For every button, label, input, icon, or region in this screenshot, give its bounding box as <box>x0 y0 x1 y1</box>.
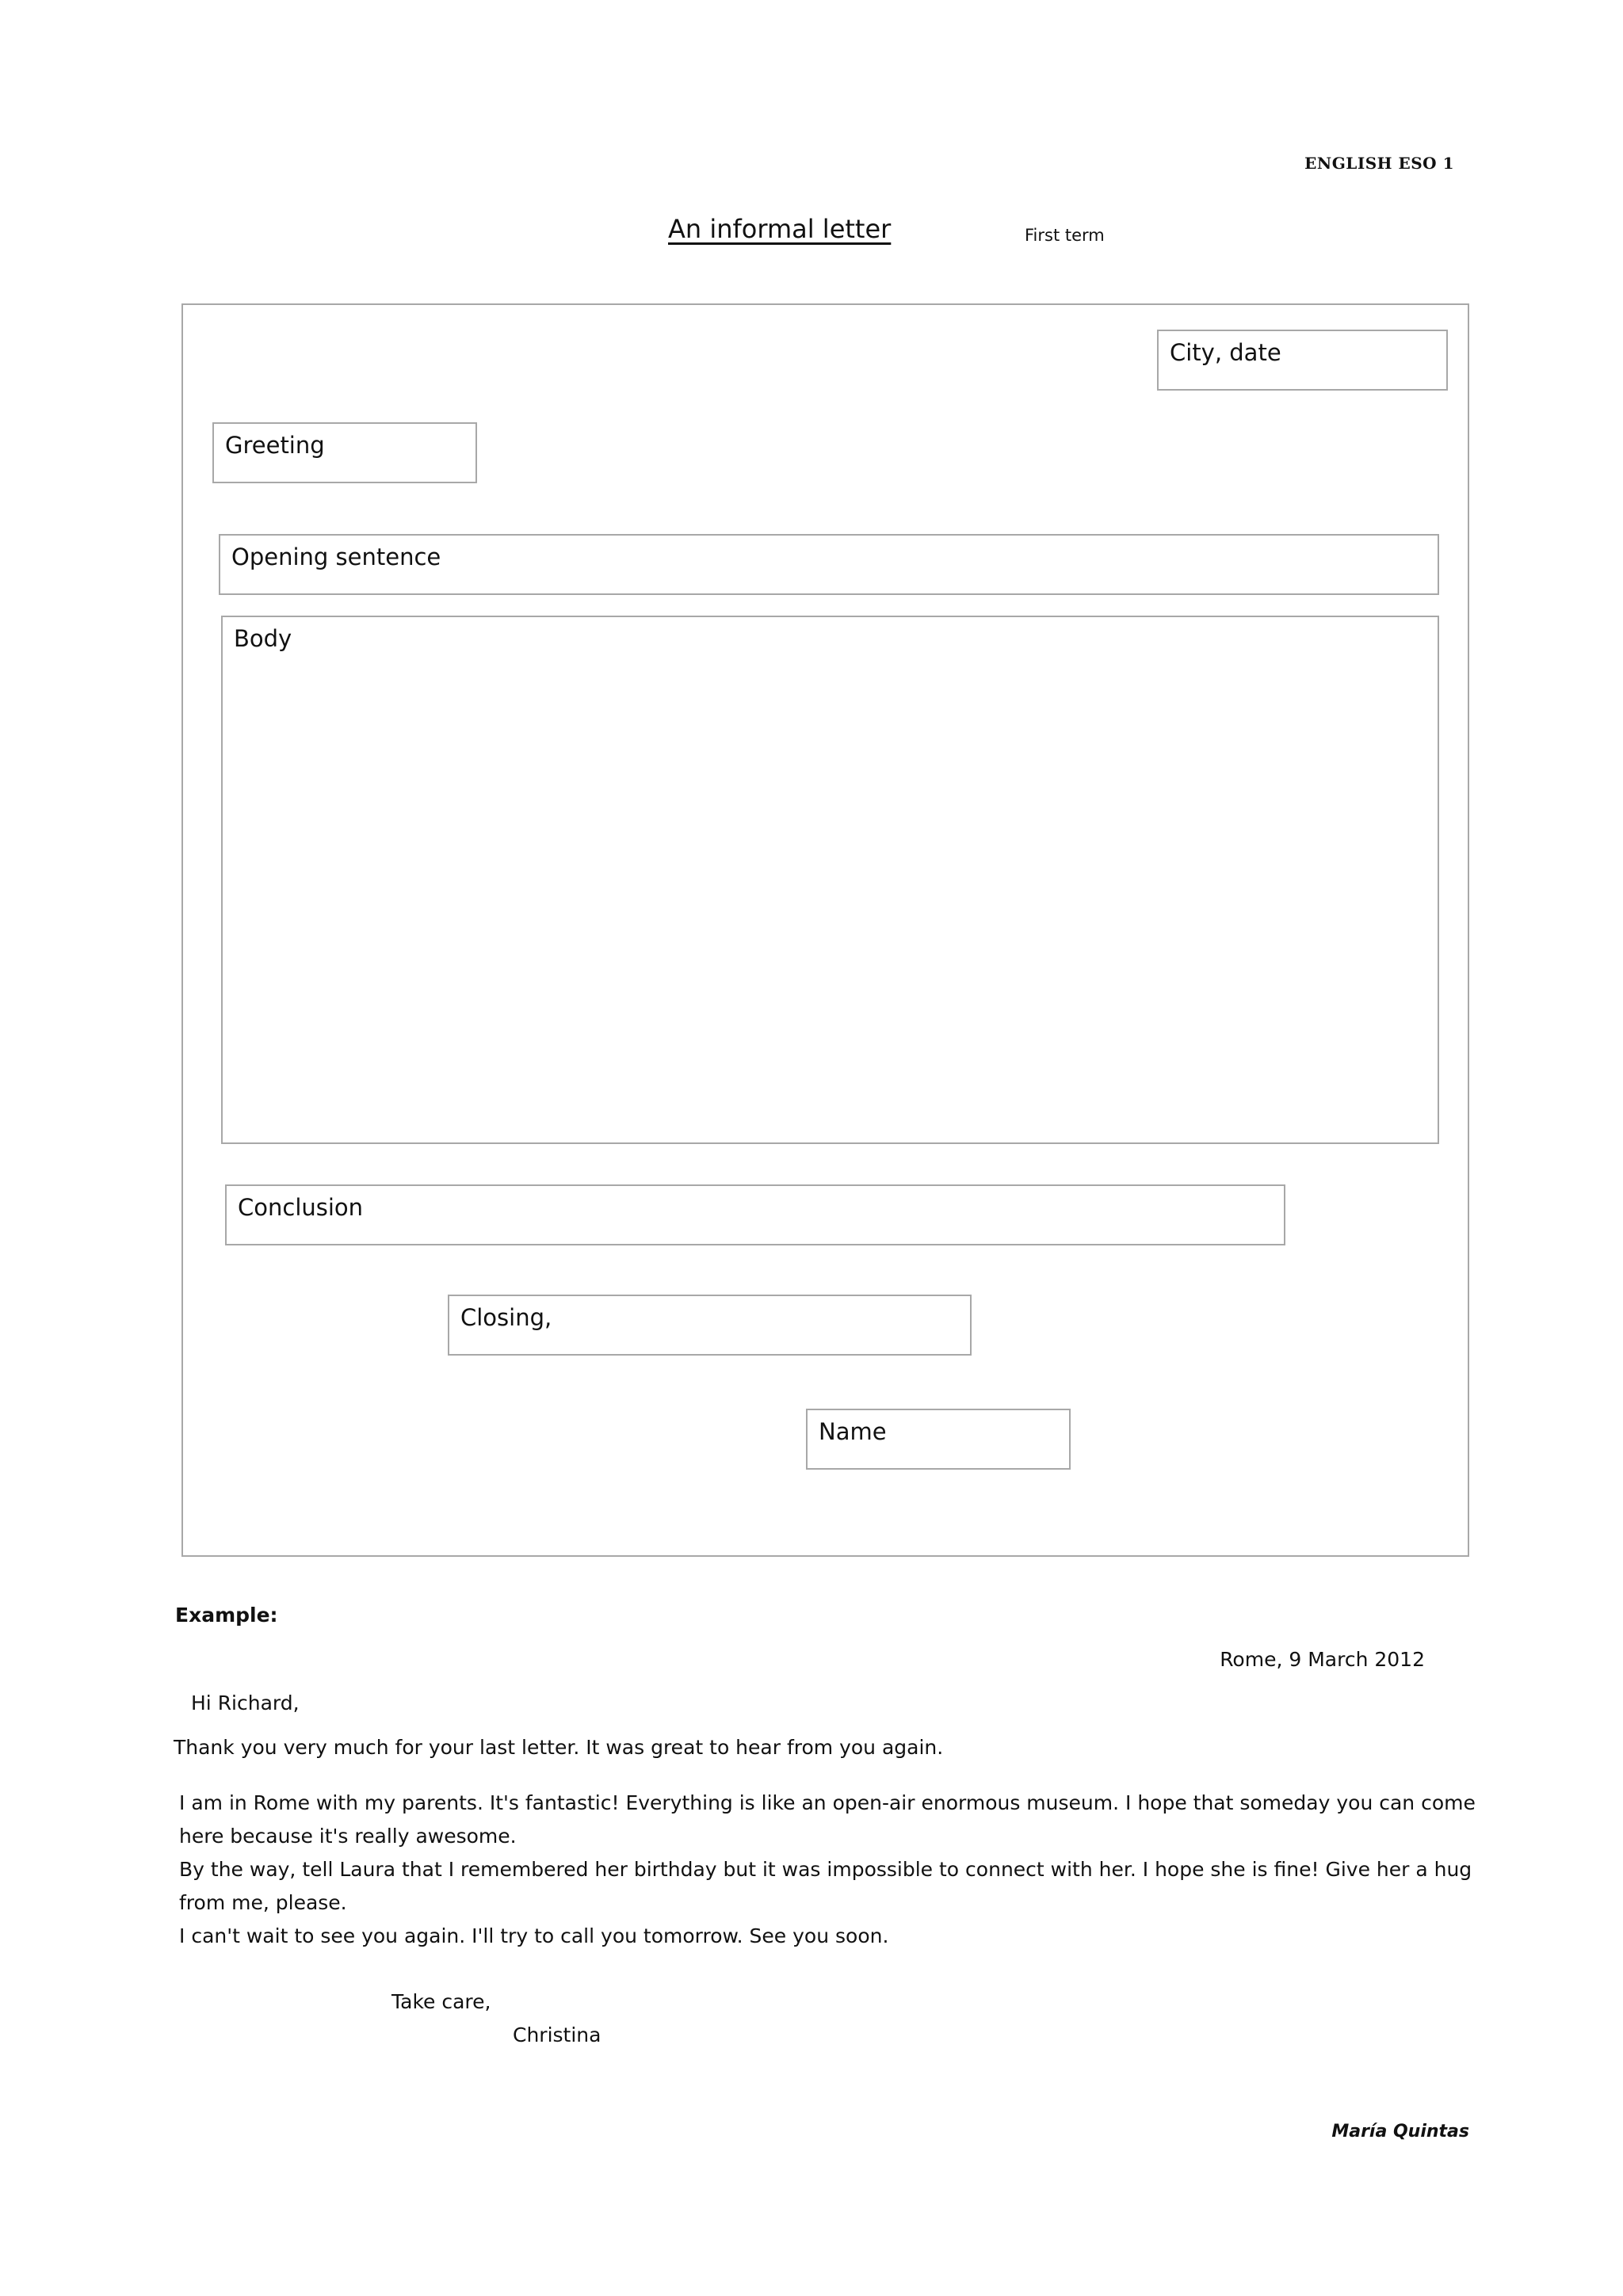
closing-label: Closing, <box>460 1304 552 1331</box>
example-body-line: By the way, tell Laura that I remembered her birthday but it was impossible to connect with her. I hope she is fine! Give her a hug <box>179 1858 1472 1881</box>
city-date-label: City, date <box>1170 339 1281 366</box>
name-label: Name <box>819 1418 887 1445</box>
example-body <box>179 1787 1476 1953</box>
example-body-line: I can't wait to see you again. I'll try to call you tomorrow. See you soon. <box>179 1924 889 1947</box>
opening-sentence-label: Opening sentence <box>231 543 441 570</box>
example-greeting: Hi Richard, <box>191 1691 300 1714</box>
name-box <box>806 1409 1071 1470</box>
body-box <box>221 616 1439 1144</box>
document-title: An informal letter <box>668 214 892 244</box>
author-name: María Quintas <box>1331 2122 1469 2142</box>
conclusion-label: Conclusion <box>238 1194 364 1221</box>
body-label: Body <box>234 625 292 652</box>
example-signature-name: Christina <box>513 2023 601 2046</box>
greeting-box <box>212 422 477 483</box>
example-heading: Example: <box>175 1604 278 1627</box>
example-closing: Take care, <box>391 1990 491 2013</box>
closing-box <box>448 1295 972 1356</box>
opening-sentence-box <box>219 534 1439 595</box>
example-body-line: I am in Rome with my parents. It's fantastic! Everything is like an open-air enormous museum. I hope that someday you can come <box>179 1791 1476 1814</box>
conclusion-box <box>225 1184 1285 1245</box>
example-opening-sentence: Thank you very much for your last letter. It was great to hear from you again. <box>174 1736 944 1759</box>
term-label: First term <box>1025 226 1105 245</box>
city-date-box <box>1157 330 1448 391</box>
example-date: Rome, 9 March 2012 <box>1220 1648 1425 1671</box>
greeting-label: Greeting <box>225 432 325 459</box>
course-label: ENGLISH ESO 1 <box>1304 154 1454 173</box>
example-body-line: here because it's really awesome. <box>179 1825 517 1848</box>
example-body-line: from me, please. <box>179 1891 347 1914</box>
